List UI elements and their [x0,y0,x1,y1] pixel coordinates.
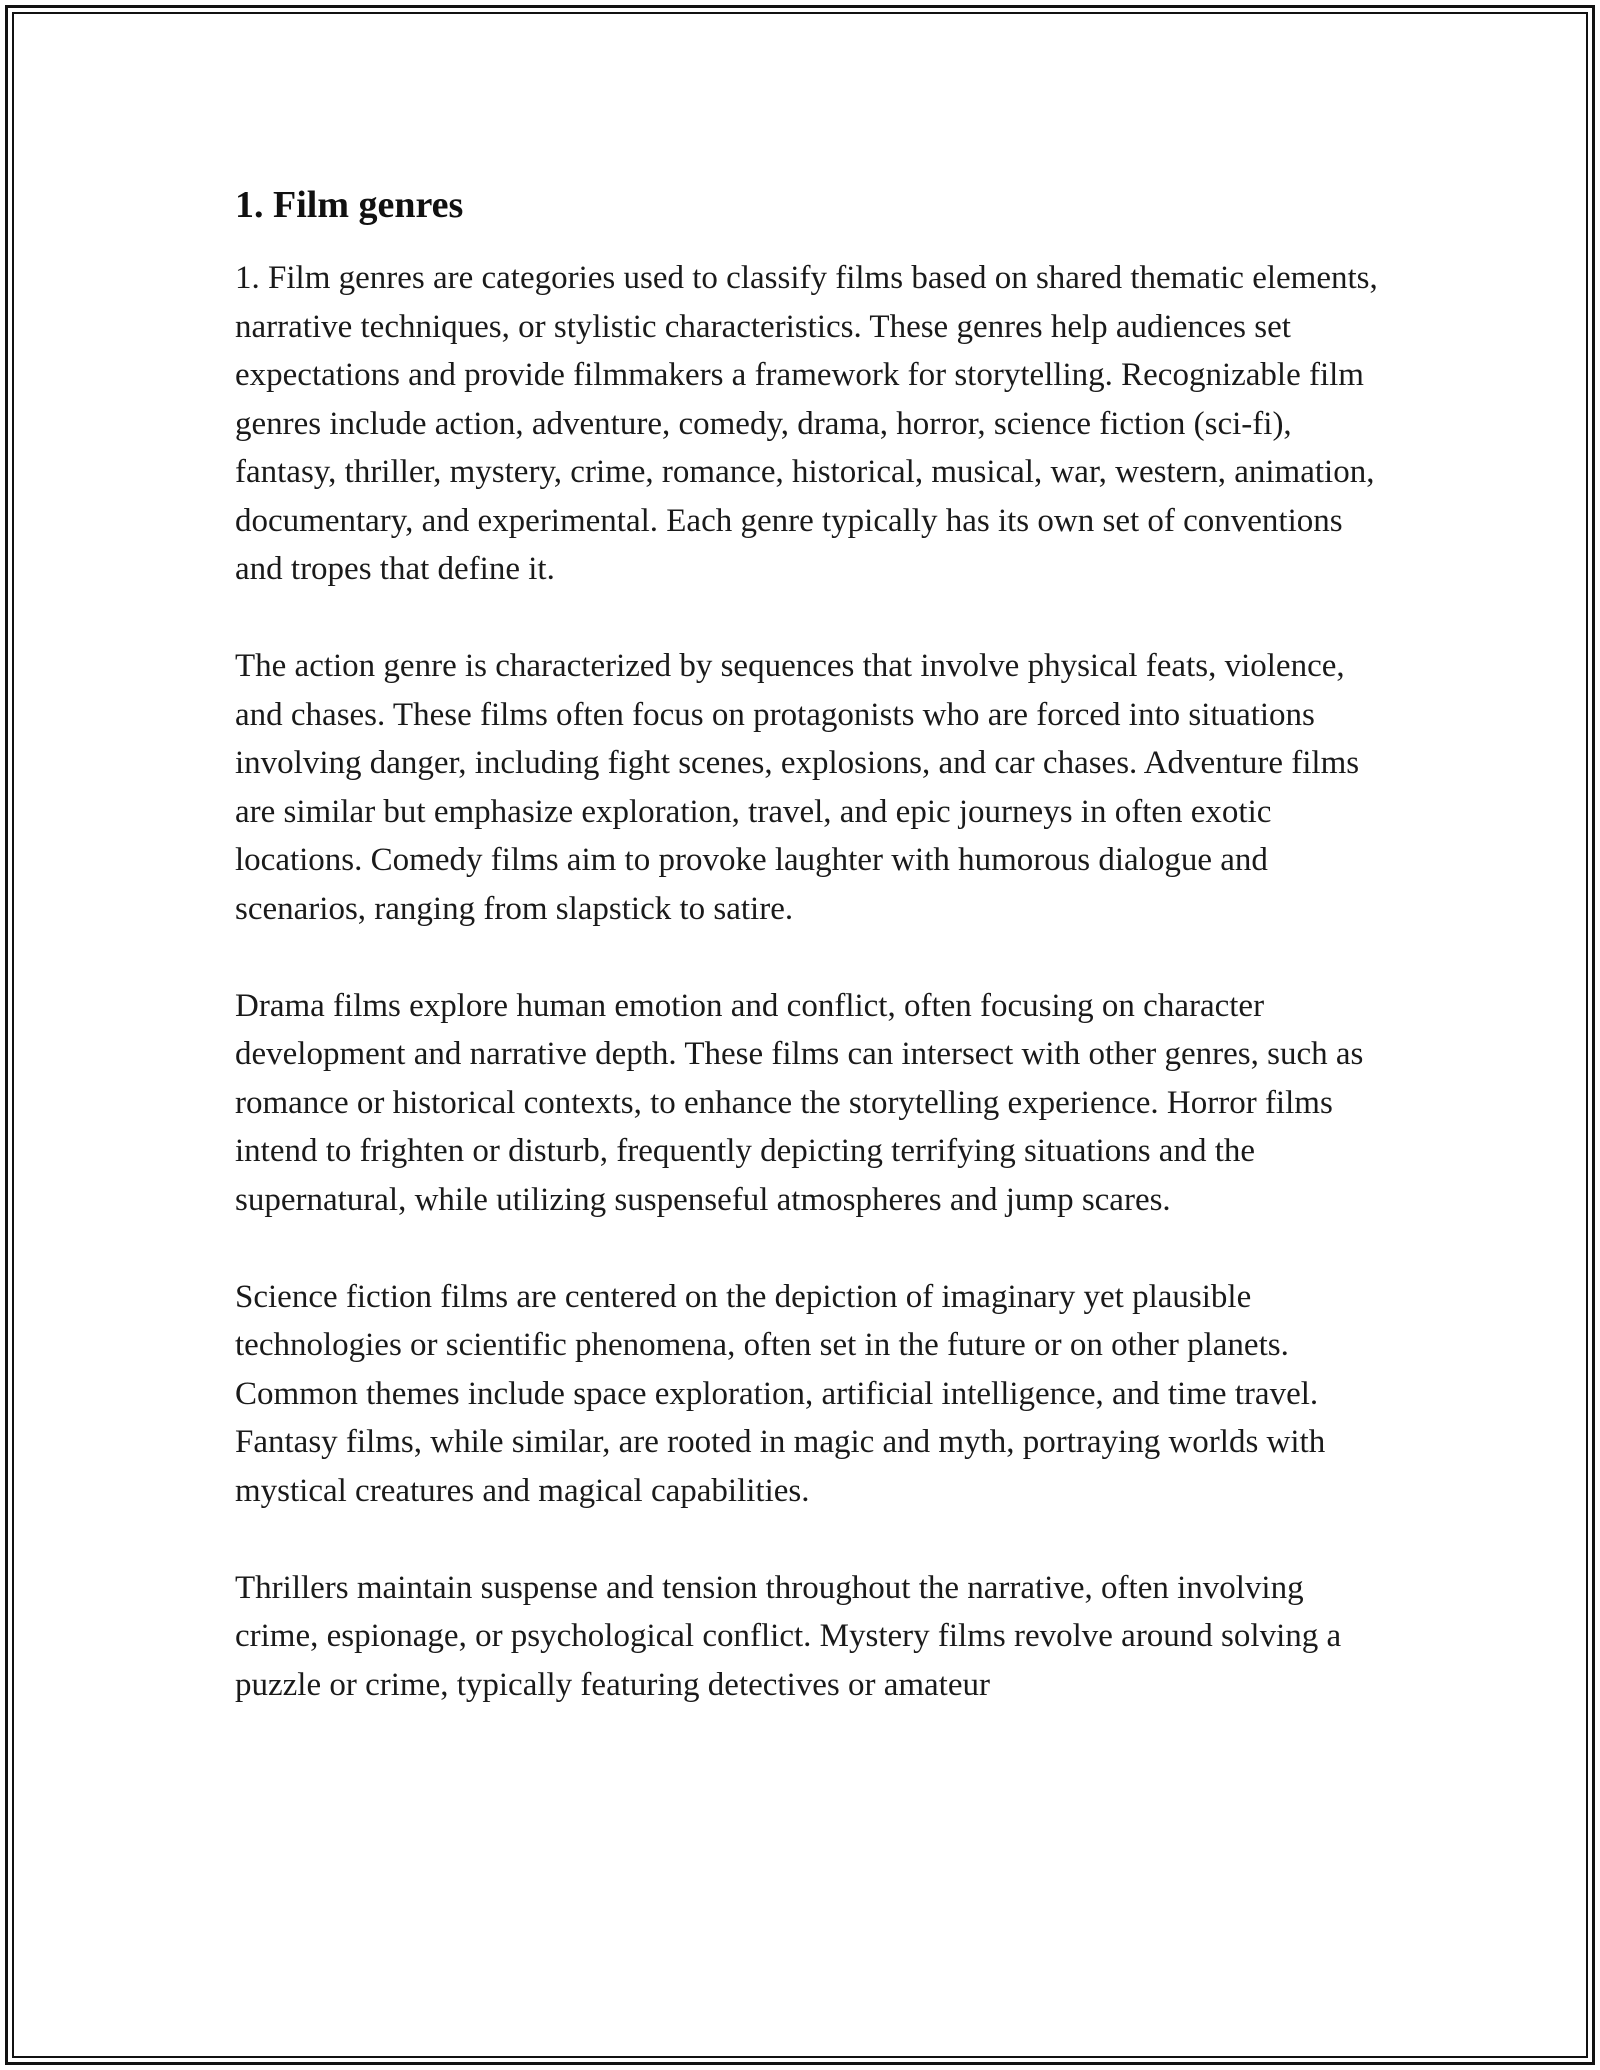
document-body [235,182,1385,1758]
paragraph-action-adventure-comedy: The action genre is characterized by sequences that involve physical feats, violence, and chases. These films often focus on protagonists who are forced into situations involving danger, including fight scenes, explosions, and car chases. Adventure films are similar but emphasize exploration, travel, and epic journeys in often exotic locations. Comedy films aim to provoke laughter with humorous dialogue and scenarios, ranging from slapstick to satire. [235,648,1360,927]
paragraph-intro: 1. Film genres are categories used to classify films based on shared thematic elements, narrative techniques, or stylistic characteristics. These genres help audiences set expectations and provide filmmakers a framework for storytelling. Recognizable film genres include action, adventure, comedy, drama, horror, science fiction (sci-fi), fantasy, thriller, mystery, crime, romance, historical, musical, war, western, animation, documentary, and experimental. Each genre typically has its own set of conventions and tropes that define it. [235,260,1378,587]
paragraph-scifi-fantasy: Science fiction films are centered on the depiction of imaginary yet plausible technologies or scientific phenomena, often set in the future or on other planets. Common themes include space exploration, artificial intelligence, and time travel. Fantasy films, while similar, are rooted in magic and myth, portraying worlds with mystical creatures and magical capabilities. [235,1278,1326,1509]
paragraph-thriller-mystery: Thrillers maintain suspense and tension throughout the narrative, often involving crime, espionage, or psychological conflict. Mystery films revolve around solving a puzzle or crime, typically featuring detectives or amateur [235,1569,1342,1703]
section-heading: 1. Film genres [235,184,464,226]
paragraph-drama-horror: Drama films explore human emotion and conflict, often focusing on character development and narrative depth. These films can intersect with other genres, such as romance or historical contexts, to enhance the storytelling experience. Horror films intend to frighten or disturb, frequently depicting terrifying situations and the supernatural, while utilizing suspenseful atmospheres and jump scares. [235,987,1364,1218]
